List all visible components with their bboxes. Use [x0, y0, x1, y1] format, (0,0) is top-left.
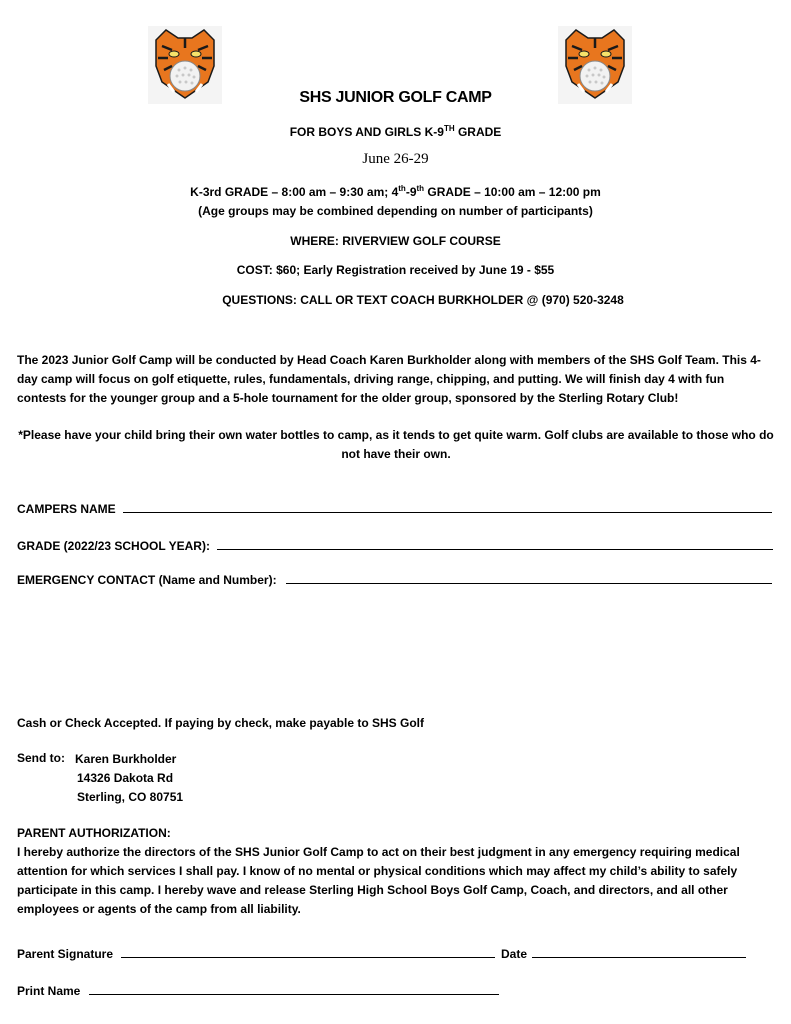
- authorization-heading: PARENT AUTHORIZATION:: [17, 826, 171, 840]
- payment-note: Cash or Check Accepted. If paying by check, make payable to SHS Golf: [17, 716, 425, 730]
- campers-name-field[interactable]: [17, 501, 772, 516]
- location: WHERE: RIVERVIEW GOLF COURSE: [290, 234, 501, 248]
- emergency-contact-label: EMERGENCY CONTACT (Name and Number):: [17, 573, 277, 587]
- grade-line[interactable]: [217, 538, 773, 550]
- send-to-label: Send to:: [17, 751, 65, 765]
- authorization-text: I hereby authorize the directors of the SHS Junior Golf Camp to act on their best judgment in any emergency requiring medical attention for which services I shall pay. I know of no mental or physical conditions which may affect my child’s ability to safely participate in this camp. I hereby wave and release Sterling High School Boys Golf Camp, Coach, and directors, and all other employees or agents of the camp from all liability.: [17, 845, 740, 916]
- campers-name-label: CAMPERS NAME: [17, 502, 116, 516]
- camp-description: The 2023 Junior Golf Camp will be conducted by Head Coach Karen Burkholder along with members of the SHS Golf Team. This 4-day camp will focus on golf etiquette, rules, fundamentals, driving range, chipping, and putting. We will finish day 4 with fun contests for the younger group and a 5-hole tournament for the older group, sponsored by the Sterling Rotary Club!: [17, 353, 761, 405]
- page-title: SHS JUNIOR GOLF CAMP: [299, 89, 492, 106]
- contact-info: QUESTIONS: CALL OR TEXT COACH BURKHOLDER @ (970) 520-3248: [222, 293, 624, 307]
- session-times: K-3rd GRADE – 8:00 am – 9:30 am; 4th-9th GRADE – 10:00 am – 12:00 pm: [190, 184, 601, 199]
- parent-signature-field[interactable]: [17, 946, 495, 961]
- date-field[interactable]: [501, 946, 746, 961]
- campers-name-line[interactable]: [123, 501, 772, 513]
- grade-field[interactable]: [17, 538, 773, 553]
- date-label: Date: [501, 947, 528, 961]
- parent-signature-label: Parent Signature: [17, 947, 114, 961]
- age-group-note: (Age groups may be combined depending on number of participants): [198, 204, 593, 218]
- emergency-contact-line[interactable]: [286, 572, 772, 584]
- send-to-street: 14326 Dakota Rd: [77, 771, 174, 785]
- print-name-field[interactable]: [17, 983, 499, 998]
- send-to-city: Sterling, CO 80751: [77, 790, 184, 804]
- date-line[interactable]: [532, 946, 746, 958]
- print-name-line[interactable]: [89, 983, 499, 995]
- emergency-contact-field[interactable]: [17, 572, 772, 587]
- grade-label: GRADE (2022/23 SCHOOL YEAR):: [17, 539, 210, 553]
- print-name-label: Print Name: [17, 984, 81, 998]
- send-to-name: Karen Burkholder: [75, 752, 177, 766]
- water-bottle-note: *Please have your child bring their own water bottles to camp, as it tends to get quite warm. Golf clubs are available to those who do not have their own.: [18, 428, 774, 461]
- camp-dates: June 26-29: [362, 151, 429, 167]
- cost-info: COST: $60; Early Registration received by June 19 - $55: [236, 263, 555, 277]
- subtitle: FOR BOYS AND GIRLS K-9TH GRADE: [289, 124, 502, 139]
- parent-signature-line[interactable]: [121, 946, 495, 958]
